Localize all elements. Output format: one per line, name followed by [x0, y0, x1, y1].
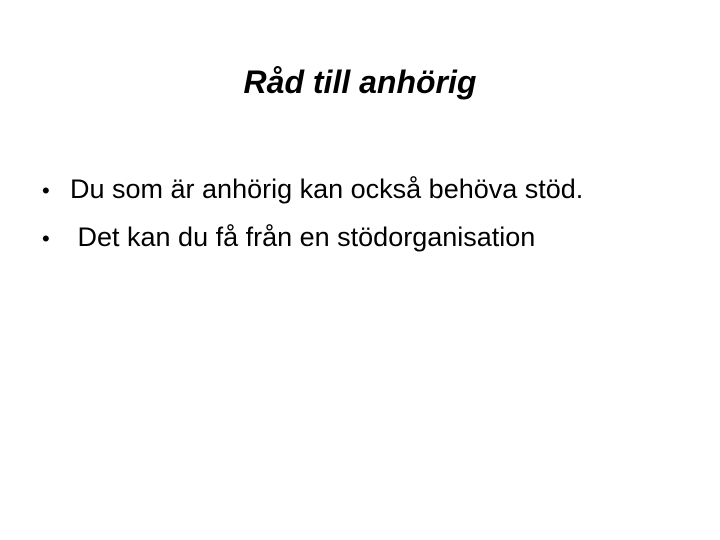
- bullet-text: Du som är anhörig kan också behöva stöd.: [70, 174, 584, 204]
- bullet-icon: •: [42, 226, 50, 251]
- bullet-text: Det kan du få från en stödorganisation: [70, 222, 536, 252]
- slide-title: Råd till anhörig: [243, 64, 477, 100]
- bullet-icon: •: [42, 178, 50, 203]
- bullet-item: [42, 214, 583, 262]
- bullet-item: [42, 166, 583, 214]
- bullet-list: [42, 166, 583, 262]
